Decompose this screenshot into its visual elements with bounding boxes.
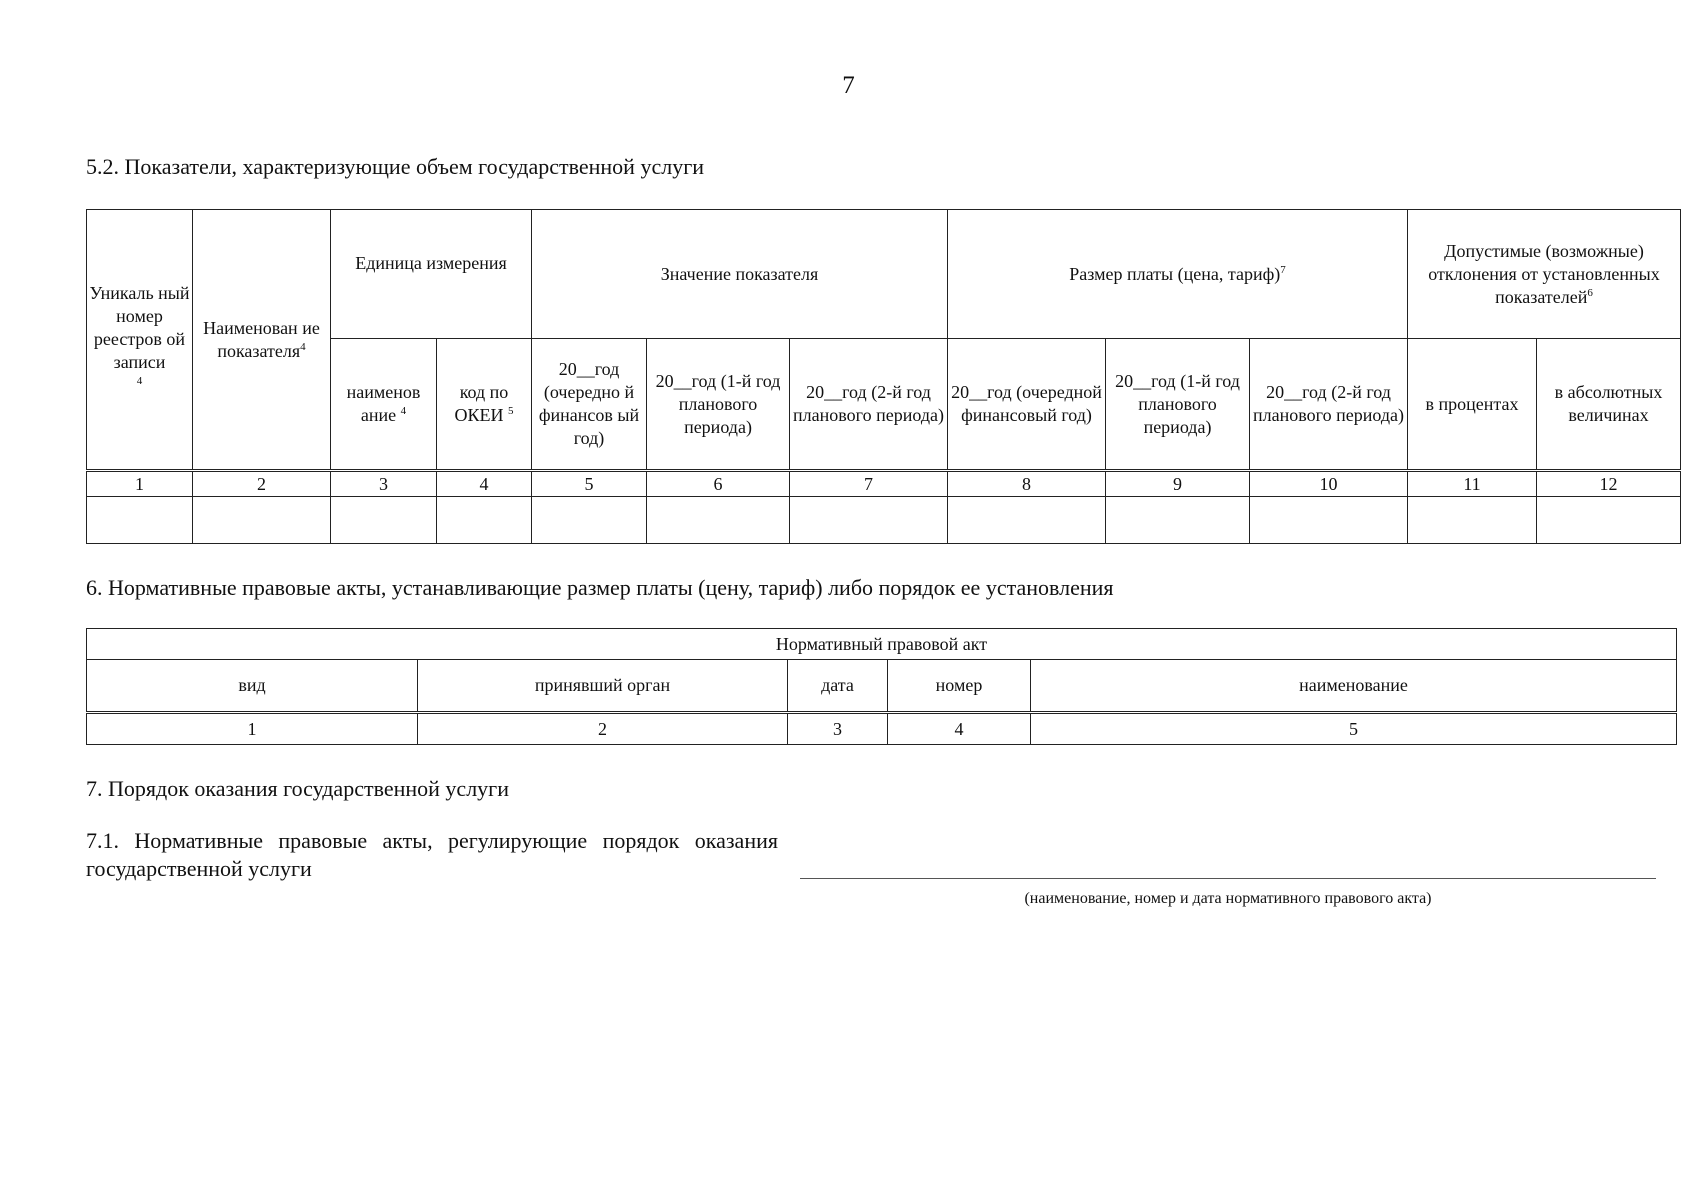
column-number: 6 xyxy=(647,471,790,497)
column-number: 5 xyxy=(532,471,647,497)
column-number: 2 xyxy=(418,713,788,745)
column-number: 11 xyxy=(1408,471,1537,497)
header-fee: Размер платы (цена, тариф)$^7$ xyxy=(948,210,1408,339)
header-fee-current-year: 20__год (очередной финансовый год) xyxy=(948,339,1106,471)
empty-cell[interactable] xyxy=(331,497,437,544)
header-value: Значение показателя xyxy=(532,210,948,339)
header-value-current-year: 20__год (очередно й финансов ый год) xyxy=(532,339,647,471)
column-number: 4 xyxy=(437,471,532,497)
empty-cell[interactable] xyxy=(647,497,790,544)
section-5-2-title: 5.2. Показатели, характеризующие объем государственной услуги xyxy=(86,154,704,179)
fill-in-caption: (наименование, номер и дата нормативного правового акта) xyxy=(1024,890,1432,907)
empty-cell[interactable] xyxy=(1537,497,1681,544)
section-7-title: 7. Порядок оказания государственной услуги xyxy=(86,776,509,801)
page-number: 7 xyxy=(842,72,855,99)
empty-cell[interactable] xyxy=(948,497,1106,544)
column-number: 2 xyxy=(193,471,331,497)
column-number: 5 xyxy=(1031,713,1677,745)
empty-cell[interactable] xyxy=(532,497,647,544)
empty-cell[interactable] xyxy=(1408,497,1537,544)
column-number: 3 xyxy=(331,471,437,497)
header-value-plan-year-2: 20__год (2-й год планового периода) xyxy=(790,339,948,471)
empty-cell[interactable] xyxy=(790,497,948,544)
column-number: 1 xyxy=(87,471,193,497)
header-indicator-name: Наименован ие показателя$^4$ xyxy=(193,210,331,471)
empty-data-row xyxy=(87,497,1681,544)
header-unit-okei: код по ОКЕИ $^5$ xyxy=(437,339,532,471)
column-number: 7 xyxy=(790,471,948,497)
legal-acts-table xyxy=(86,628,1677,745)
volume-indicators-table xyxy=(86,209,1681,544)
column-number: 4 xyxy=(888,713,1031,745)
header-deviation-percent: в процентах xyxy=(1408,339,1537,471)
header-unit: Единица измерения xyxy=(331,210,532,339)
empty-cell[interactable] xyxy=(1106,497,1250,544)
column-date: дата xyxy=(788,660,888,713)
empty-cell[interactable] xyxy=(437,497,532,544)
header-deviation-absolute: в абсолютных величинах xyxy=(1537,339,1681,471)
column-number: 12 xyxy=(1537,471,1681,497)
empty-cell[interactable] xyxy=(87,497,193,544)
header-deviations: Допустимые (возможные) отклонения от установленных показателей$^6$ xyxy=(1408,210,1681,339)
header-unique-number: Уникаль ный номер реестров ой записи $^4$ xyxy=(87,210,193,471)
column-number: 8 xyxy=(948,471,1106,497)
column-number: 10 xyxy=(1250,471,1408,497)
header-value-plan-year-1: 20__год (1-й год планового периода) xyxy=(647,339,790,471)
section-6-title: 6. Нормативные правовые акты, устанавливающие размер платы (цену, тариф) либо порядок ее установления xyxy=(86,575,1114,600)
header-fee-plan-year-1: 20__год (1-й год планового периода) xyxy=(1106,339,1250,471)
fill-in-line[interactable] xyxy=(800,878,1656,879)
legal-act-header: Нормативный правовой акт xyxy=(87,629,1677,660)
column-authority: принявший орган xyxy=(418,660,788,713)
column-number: 9 xyxy=(1106,471,1250,497)
section-7-1-title: 7.1. Нормативные правовые акты, регулирующие порядок оказания государственной услуги xyxy=(86,828,778,881)
empty-cell[interactable] xyxy=(1250,497,1408,544)
column-title: наименование xyxy=(1031,660,1677,713)
header-fee-plan-year-2: 20__год (2-й год планового периода) xyxy=(1250,339,1408,471)
column-type: вид xyxy=(87,660,418,713)
column-number-label: номер xyxy=(888,660,1031,713)
column-number: 3 xyxy=(788,713,888,745)
header-unit-name: наименов ание $^4$ xyxy=(331,339,437,471)
column-number: 1 xyxy=(87,713,418,745)
empty-cell[interactable] xyxy=(193,497,331,544)
